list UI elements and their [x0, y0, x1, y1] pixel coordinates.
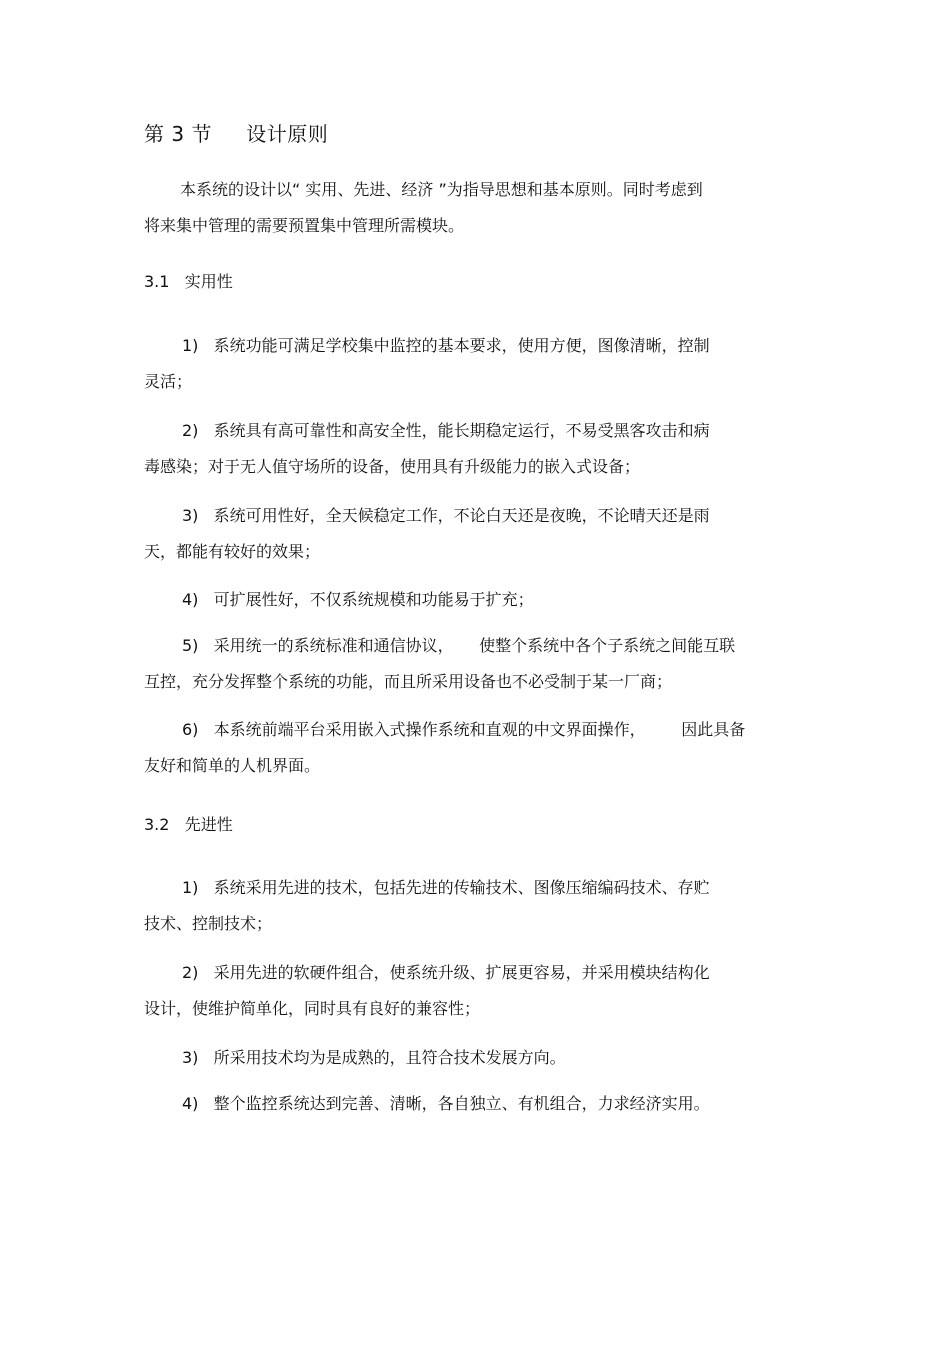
list-item-line: 3) 所采用技术均为是成熟的，且符合技术发展方向。 — [182, 1048, 566, 1067]
intro-paragraph — [144, 172, 804, 244]
list-item-line: 5) 采用统一的系统标准和通信协议， 使整个系统中各个子系统之间能互联 — [182, 636, 736, 655]
list-item-line: 设计，使维护简单化，同时具有良好的兼容性； — [144, 999, 481, 1018]
list-item-line: 3) 系统可用性好，全天候稳定工作，不论白天还是夜晚，不论晴天还是雨 — [182, 506, 710, 525]
list-item-line: 2) 采用先进的软硬件组合，使系统升级、扩展更容易，并采用模块结构化 — [182, 963, 710, 982]
subsection-heading-3-2: 3.2 先进性 — [144, 815, 233, 834]
intro-line-2: 将来集中管理的需要预置集中管理所需模块。 — [144, 216, 465, 235]
list-item — [144, 955, 814, 1027]
list-item-line: 互控，充分发挥整个系统的功能，而且所采用设备也不必受制于某一厂商； — [144, 672, 673, 691]
list-item-line: 灵活； — [144, 372, 193, 391]
list-item — [144, 712, 814, 784]
list-item-line: 毒感染；对于无人值守场所的设备，使用具有升级能力的嵌入式设备； — [144, 457, 641, 476]
list-item-line: 2) 系统具有高可靠性和高安全性，能长期稳定运行，不易受黑客攻击和病 — [182, 421, 710, 440]
list-item — [144, 498, 814, 570]
list-item-line: 4) 整个监控系统达到完善、清晰，各自独立、有机组合，力求经济实用。 — [182, 1094, 710, 1113]
list-item-line: 友好和简单的人机界面。 — [144, 756, 321, 775]
list-item-line: 技术、控制技术； — [144, 914, 273, 933]
list-item — [144, 328, 814, 400]
list-item — [144, 582, 814, 618]
list-item-line: 6) 本系统前端平台采用嵌入式操作系统和直观的中文界面操作， 因此具备 — [182, 720, 746, 739]
intro-line-1: 本系统的设计以“ 实用、先进、经济 ”为指导思想和基本原则。同时考虑到 — [180, 180, 703, 199]
list-item-line: 1) 系统采用先进的技术，包括先进的传输技术、图像压缩编码技术、存贮 — [182, 878, 710, 897]
list-item-line: 天，都能有较好的效果； — [144, 542, 321, 561]
list-item-line: 1) 系统功能可满足学校集中监控的基本要求，使用方便，图像清晰，控制 — [182, 336, 710, 355]
subsection-heading-3-1: 3.1 实用性 — [144, 272, 233, 291]
list-item — [144, 628, 814, 700]
list-item — [144, 1040, 814, 1076]
list-item-line: 4) 可扩展性好，不仅系统规模和功能易于扩充； — [182, 590, 534, 609]
list-item — [144, 870, 814, 942]
list-item — [144, 1086, 814, 1122]
list-item — [144, 413, 814, 485]
section-title: 第 3 节 设计原则 — [144, 122, 329, 146]
